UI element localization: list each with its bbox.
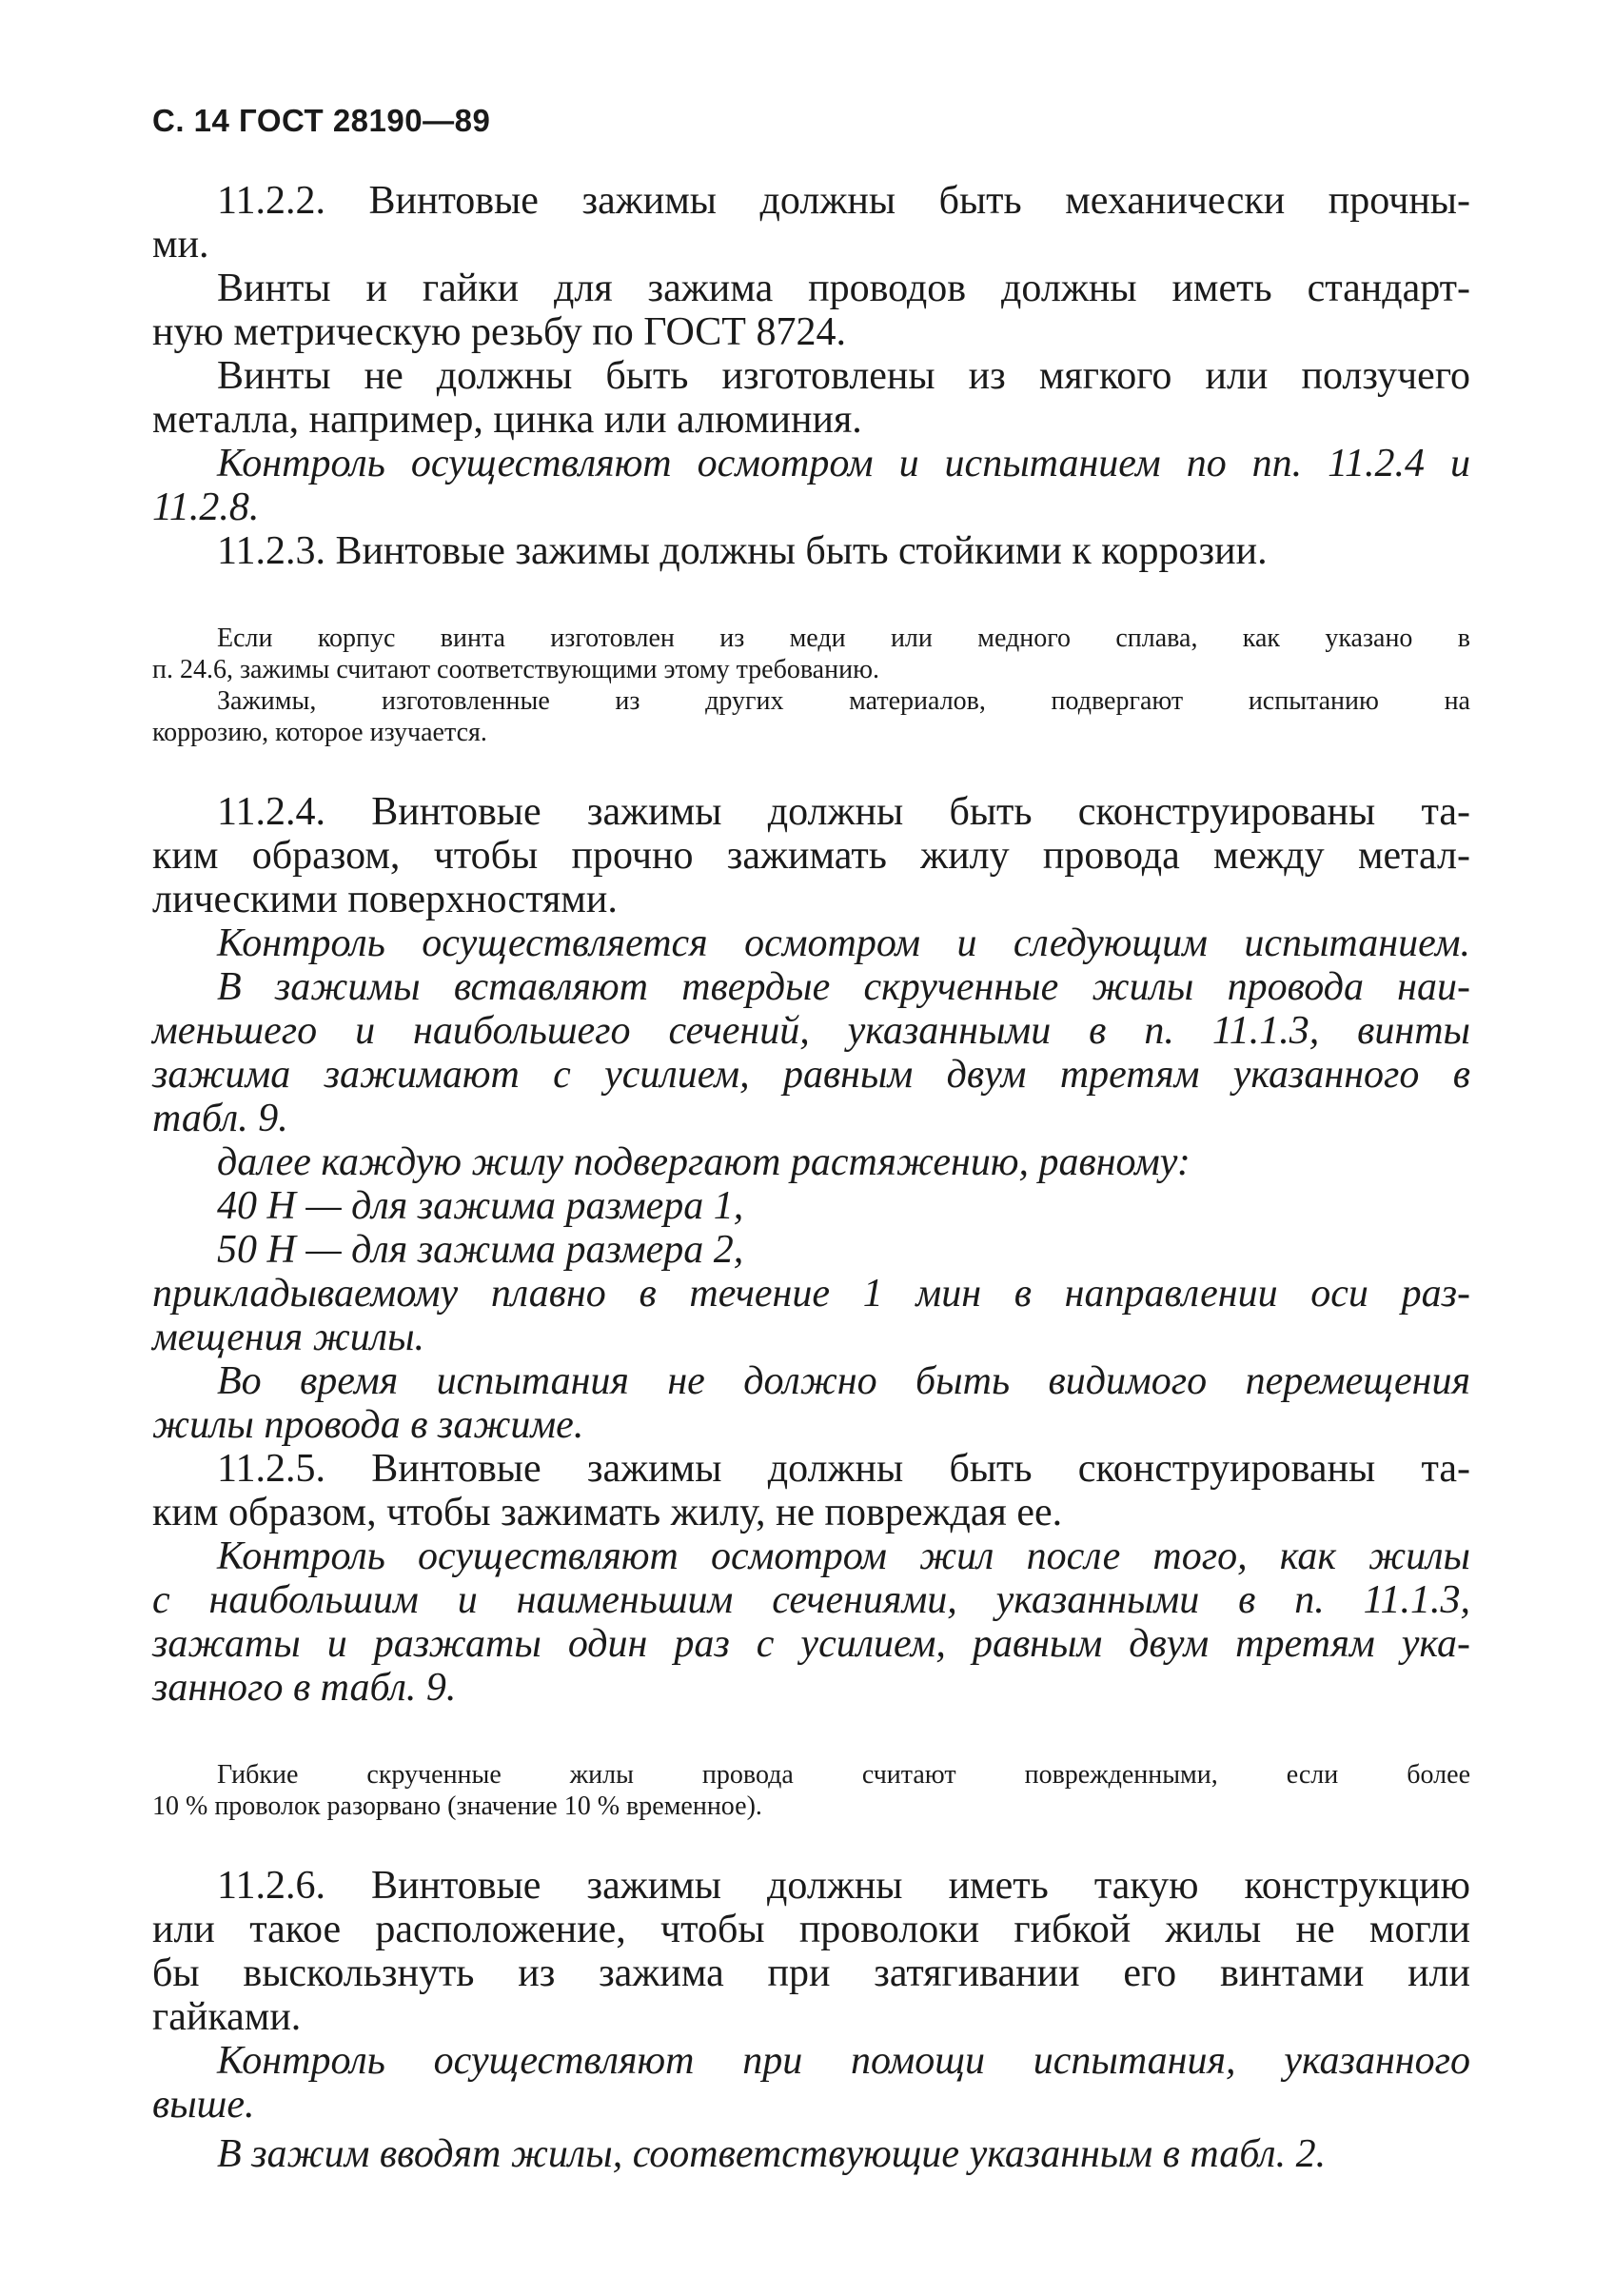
clause-11-2-5-control-line-4: занного в табл. 9. [152,1666,457,1710]
clause-11-2-6-line-2: или такое расположение, чтобы проволоки гибкой жилы не могли [152,1908,1470,1951]
clause-11-2-6-line-3: бы выскользнуть из зажима при затягивании его винтами или [152,1951,1470,1995]
clause-11-2-4-test-line-4: табл. 9. [152,1097,288,1140]
section-11-2-4 [152,790,1470,1447]
clause-11-2-2-line-2: ми. [152,223,209,267]
clause-11-2-4-force-1: 40 Н — для зажима размера 1, [217,1184,744,1228]
clause-11-2-4-tension-intro: далее каждую жилу подвергают растяжению, равному: [217,1140,1191,1184]
section-11-2-3 [152,529,1470,748]
clause-11-2-6-control-line-1: Контроль осуществляют при помощи испытания, указанного [217,2039,1470,2083]
clause-11-2-4-test-line-1: В зажимы вставляют твердые скрученные жилы провода наи- [217,965,1470,1009]
clause-11-2-5-control-line-3: зажаты и разжаты один раз с усилием, равным двум третям ука- [152,1622,1470,1666]
clause-11-2-4-line-2: ким образом, чтобы прочно зажимать жилу провода между метал- [152,834,1470,878]
note-2-line-2: коррозию, которое изучается. [152,718,487,747]
clause-11-2-6-test: В зажим вводят жилы, соответствующие указанным в табл. 2. [217,2132,1327,2176]
section-11-2-2 [152,179,1470,529]
clause-11-2-2-p2-line-1: Винты и гайки для зажима проводов должны иметь стандарт- [217,267,1470,310]
clause-11-2-5-control-line-2: с наибольшим и наименьшим сечениями, указанными в п. 11.1.3, [152,1578,1470,1622]
clause-11-2-2-p2-line-2: ную метрическую резьбу по ГОСТ 8724. [152,310,846,354]
note-2-line-1: Зажимы, изготовленные из других материалов, подвергают испытанию на [217,686,1470,716]
note-1-line-1: Если корпус винта изготовлен из меди или медного сплава, как указано в [217,623,1470,653]
clause-11-2-2-control-line-1: Контроль осуществляют осмотром и испытанием по пп. 11.2.4 и [217,442,1470,485]
clause-11-2-5-note [152,1759,1470,1822]
clause-11-2-2-p3-line-2: металла, например, цинка или алюминия. [152,398,862,442]
clause-11-2-2-p3-line-1: Винты не должны быть изготовлены из мягкого или ползучего [217,354,1470,398]
page-header: С. 14 ГОСТ 28190—89 [152,103,491,138]
clause-11-2-4-control: Контроль осуществляется осмотром и следующим испытанием. [217,921,1470,965]
clause-11-2-4-line-1: 11.2.4. Винтовые зажимы должны быть сконструированы та- [217,790,1470,834]
clause-11-2-6-line-1: 11.2.6. Винтовые зажимы должны иметь такую конструкцию [217,1864,1470,1908]
clause-11-2-3-note [152,623,1470,748]
clause-11-2-5-line-2: ким образом, чтобы зажимать жилу, не повреждая ее. [152,1491,1063,1534]
clause-11-2-3-line-1: 11.2.3. Винтовые зажимы должны быть стойкими к коррозии. [217,529,1268,573]
clause-11-2-2-control-line-2: 11.2.8. [152,485,260,529]
clause-11-2-6-line-4: гайками. [152,1995,302,2039]
clause-11-2-4-applied-line-2: мещения жилы. [152,1316,425,1359]
document-page [152,103,1470,2176]
clause-11-2-5-line-1: 11.2.5. Винтовые зажимы должны быть сконструированы та- [217,1447,1470,1491]
clause-11-2-6-control-line-2: выше. [152,2083,255,2127]
clause-11-2-4-applied-line-1: прикладываемому плавно в течение 1 мин в направлении оси раз- [152,1272,1470,1316]
clause-11-2-4-result-line-2: жилы провода в зажиме. [152,1403,584,1447]
note-3-line-2: 10 % проволок разорвано (значение 10 % временное). [152,1791,762,1821]
note-1-line-2: п. 24.6, зажимы считают соответствующими этому требованию. [152,655,879,684]
section-11-2-6 [152,1864,1470,2176]
clause-11-2-4-test-line-2: меньшего и наибольшего сечений, указанными в п. 11.1.3, винты [152,1009,1470,1053]
clause-11-2-2-line-1: 11.2.2. Винтовые зажимы должны быть механически прочны- [217,179,1470,223]
clause-11-2-4-line-3: лическими поверхностями. [152,878,618,921]
clause-11-2-5-control-line-1: Контроль осуществляют осмотром жил после того, как жилы [217,1534,1470,1578]
clause-11-2-4-result-line-1: Во время испытания не должно быть видимого перемещения [217,1359,1470,1403]
note-3-line-1: Гибкие скрученные жилы провода считают поврежденными, если более [217,1760,1470,1790]
clause-11-2-4-force-2: 50 Н — для зажима размера 2, [217,1228,744,1272]
clause-11-2-4-test-line-3: зажима зажимают с усилием, равным двум третям указанного в [152,1053,1470,1097]
section-11-2-5 [152,1447,1470,1822]
